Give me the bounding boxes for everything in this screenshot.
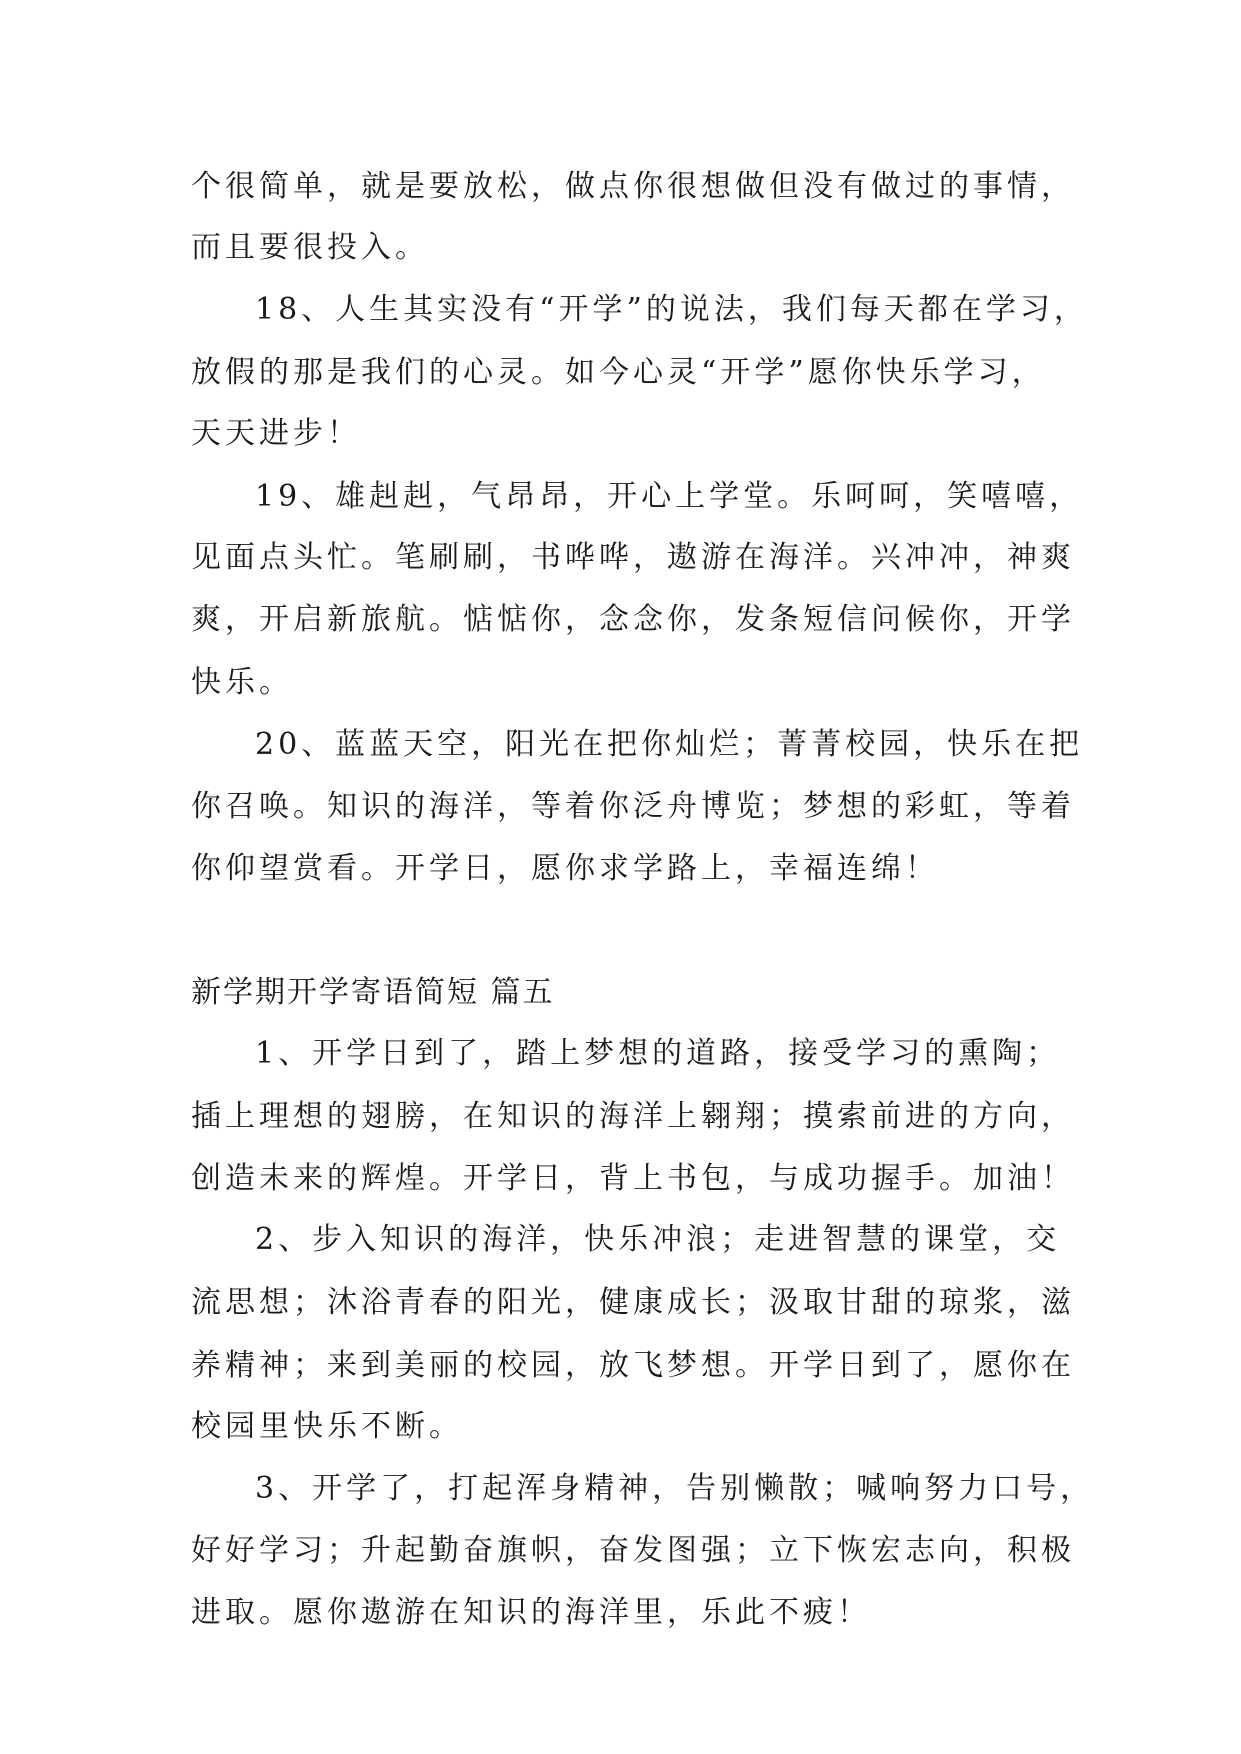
text-line: 插上理想的翅膀，在知识的海洋上翱翔；摸索前进的方向， bbox=[191, 1099, 1075, 1134]
paragraph-3-start: 3、开学了，打起浑身精神，告别懒散；喊响努力口号， bbox=[255, 1471, 1095, 1506]
text-line: 创造未来的辉煌。开学日，背上书包，与成功握手。加油！ bbox=[191, 1161, 1075, 1196]
paragraph-20-start: 20、蓝蓝天空，阳光在把你灿烂；菁菁校园，快乐在把 bbox=[255, 727, 1084, 762]
text-line: 进取。愿你遨游在知识的海洋里，乐此不疲！ bbox=[191, 1595, 871, 1630]
paragraph-2-start: 2、步入知识的海洋，快乐冲浪；走进智慧的课堂，交 bbox=[255, 1222, 1061, 1257]
text-line: 个很简单，就是要放松，做点你很想做但没有做过的事情， bbox=[191, 169, 1075, 204]
text-line: 天天进步！ bbox=[191, 416, 361, 451]
text-line: 流思想；沐浴青春的阳光，健康成长；汲取甘甜的琼浆，滋 bbox=[191, 1285, 1075, 1320]
paragraph-19-start: 19、雄赳赳，气昂昂，开心上学堂。乐呵呵，笑嘻嘻， bbox=[255, 479, 1084, 514]
text-line: 放假的那是我们的心灵。如今心灵“开学”愿你快乐学习， bbox=[191, 355, 1046, 390]
text-line: 校园里快乐不断。 bbox=[191, 1409, 463, 1444]
text-line: 而且要很投入。 bbox=[191, 230, 429, 265]
paragraph-18-start: 18、人生其实没有“开学”的说法，我们每天都在学习， bbox=[255, 292, 1088, 327]
section-heading: 新学期开学寄语简短 篇五 bbox=[191, 975, 555, 1010]
text-line: 快乐。 bbox=[191, 665, 293, 700]
text-line: 你仰望赏看。开学日，愿你求学路上，幸福连绵！ bbox=[191, 851, 939, 886]
text-line: 好好学习；升起勤奋旗帜，奋发图强；立下恢宏志向，积极 bbox=[191, 1533, 1075, 1568]
text-line: 你召唤。知识的海洋，等着你泛舟博览；梦想的彩虹，等着 bbox=[191, 789, 1075, 824]
text-line: 爽，开启新旅航。惦惦你，念念你，发条短信问候你，开学 bbox=[191, 602, 1075, 637]
text-line: 养精神；来到美丽的校园，放飞梦想。开学日到了，愿你在 bbox=[191, 1348, 1075, 1383]
paragraph-1-start: 1、开学日到了，踏上梦想的道路，接受学习的熏陶； bbox=[255, 1036, 1061, 1071]
text-line: 见面点头忙。笔刷刷，书哗哗，遨游在海洋。兴冲冲，神爽 bbox=[191, 540, 1075, 575]
